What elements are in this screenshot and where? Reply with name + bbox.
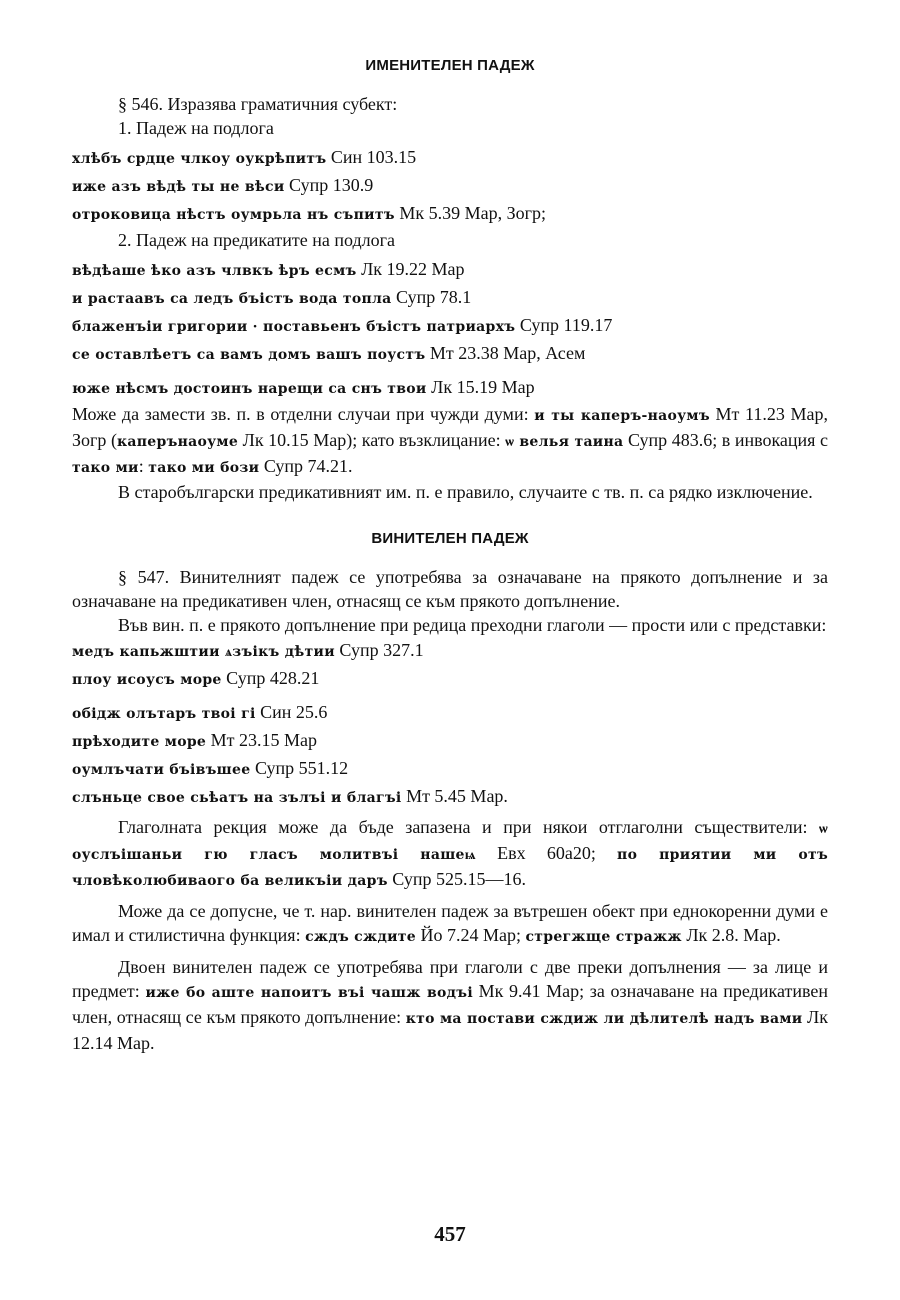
text-run: : <box>138 456 149 476</box>
old-church-slavonic-text: по приятии ми отъ чловѣколюбиваого ба великъіи даръ <box>72 847 829 889</box>
paragraph-predicative-rule: В старобългарски предикативният им. п. е правило, случаите с тв. п. са рядко изключение. <box>118 482 813 502</box>
paragraph-internal-object <box>72 899 828 949</box>
source-reference: Мк 5.39 Мар, Зогр; <box>394 203 546 223</box>
text-run: Мт 11.23 Мар, Зогр ( <box>72 404 829 450</box>
source-reference: Син 103.15 <box>326 147 417 167</box>
old-church-slavonic-text: обідж олътаръ твоі гі <box>72 706 256 722</box>
text-run: Двоен винителен падеж се употребява при глаголи с две преки допълнения — за лице и предмет: <box>72 957 828 1001</box>
example-list-subject <box>72 144 828 228</box>
example-line <box>72 340 828 368</box>
text-run: Мк 9.41 Мар; за означаване на предикативен член, отнасящ се към прякото допълнение: <box>72 981 828 1027</box>
example-line <box>72 637 828 665</box>
old-church-slavonic-text: прѣходите море <box>72 734 207 750</box>
example-list-predicate <box>72 256 828 402</box>
source-reference: Мт 23.15 Мар <box>206 730 318 750</box>
example-line <box>72 374 828 402</box>
page-number: 457 <box>434 1222 466 1246</box>
section-heading-nominative: ИМЕНИТЕЛЕН ПАДЕЖ <box>365 57 535 74</box>
text-run: Глаголната рекция може да бъде запазена и при някои отглаголни съществители: <box>118 817 820 837</box>
old-church-slavonic-text: медъ капьжштии ѧзъікъ дѣтии <box>72 644 335 660</box>
old-church-slavonic-text: и растаавъ са ледъ бъістъ вода топла <box>72 291 392 307</box>
text-run: Супр 74.21. <box>259 456 353 476</box>
paragraph-vocative-replacement <box>72 402 828 480</box>
old-church-slavonic-text: блаженъіи григории · поставьенъ бъістъ патриархъ <box>72 319 516 335</box>
source-reference: Супр 119.17 <box>515 315 613 335</box>
old-church-slavonic-text: каперънаоуме <box>116 434 239 450</box>
source-reference: Мт 5.45 Мар. <box>401 786 508 806</box>
old-church-slavonic-text: и ты каперъ-наоумъ <box>534 408 710 424</box>
text-run: Йо 7.24 Мар; <box>415 925 526 945</box>
example-line <box>72 755 828 783</box>
source-reference: Супр 428.21 <box>221 668 320 688</box>
example-line <box>72 144 828 172</box>
old-church-slavonic-text: се оставлѣетъ са вамъ домъ вашъ поустъ <box>72 347 426 363</box>
text-run: Може да се допусне, че т. нар. винителен падеж за вътрешен обект при еднокоренни думи е имал и стилистична функция: <box>72 901 828 945</box>
old-church-slavonic-text: кто ма постави сждиж ли дѣлителѣ надъ вами <box>405 1011 803 1027</box>
old-church-slavonic-text: слъньце свое сьѣатъ на зълъі и благъі <box>72 790 402 806</box>
text-run: Може да замести зв. п. в отделни случаи при чужди думи: <box>72 404 535 424</box>
paragraph-verbal-rection <box>72 815 828 893</box>
old-church-slavonic-text: ѡ велья таина <box>505 434 624 450</box>
old-church-slavonic-text: оумлъчати бъівъшее <box>72 762 251 778</box>
old-church-slavonic-text: юже нѣсмъ достоинъ нарещи са снъ твои <box>72 381 427 397</box>
text-run: Супр 483.6; в инвокация с <box>623 430 829 450</box>
old-church-slavonic-text: отроковица нѣстъ оумрьла нъ съпитъ <box>72 207 395 223</box>
example-line <box>72 200 828 228</box>
paragraph-transitive-verbs: Във вин. п. е прякото допълнение при редица преходни глаголи — прости или с представки: <box>118 615 827 635</box>
example-line <box>72 783 828 811</box>
source-reference: Син 25.6 <box>255 702 328 722</box>
example-line <box>72 665 828 693</box>
old-church-slavonic-text: иже бо аште напоитъ въі чашж водъі <box>145 985 473 1001</box>
example-line <box>72 727 828 755</box>
text-run: Лк 12.14 Мар. <box>72 1007 828 1053</box>
example-line <box>72 284 828 312</box>
text-run: Лк 2.8. Мар. <box>681 925 781 945</box>
source-reference: Мт 23.38 Мар, Асем <box>425 343 586 363</box>
paragraph-547-intro: § 547. Винителният падеж се употребява за означаване на прякото допълнение и за означаване на предикативен член, отнасящ се към прякото допълнение. <box>72 567 828 611</box>
source-reference: Лк 15.19 Мар <box>426 377 535 397</box>
source-reference: Супр 551.12 <box>250 758 349 778</box>
old-church-slavonic-text: тако ми <box>72 460 139 476</box>
subheading-predicate-case: 2. Падеж на предикатите на подлога <box>118 230 395 250</box>
old-church-slavonic-text: ѡ оуслъішаньи гю гласъ молитвъі нашеѩ <box>72 821 828 863</box>
paragraph-double-accusative <box>72 955 828 1055</box>
example-line <box>72 256 828 284</box>
old-church-slavonic-text: тако ми бози <box>148 460 260 476</box>
source-reference: Лк 19.22 Мар <box>356 259 465 279</box>
subheading-subject-case: 1. Падеж на подлога <box>118 118 274 138</box>
example-line <box>72 699 828 727</box>
paragraph-546-intro: § 546. Изразява граматичния субект: <box>118 94 398 114</box>
source-reference: Супр 327.1 <box>334 640 424 660</box>
old-church-slavonic-text: стрегжще стражж <box>525 929 682 945</box>
source-reference: Супр 130.9 <box>284 175 374 195</box>
text-run: Супр 525.15—16. <box>387 869 526 889</box>
example-list-accusative <box>72 637 828 811</box>
text-run: Евх 60а20; <box>475 843 618 863</box>
section-heading-accusative: ВИНИТЕЛЕН ПАДЕЖ <box>371 530 529 547</box>
example-line <box>72 172 828 200</box>
example-line <box>72 312 828 340</box>
old-church-slavonic-text: плоу исоусъ море <box>72 672 222 688</box>
source-reference: Супр 78.1 <box>391 287 472 307</box>
old-church-slavonic-text: сждъ сждите <box>305 929 416 945</box>
old-church-slavonic-text: иже азъ вѣдѣ ты не вѣси <box>72 179 285 195</box>
old-church-slavonic-text: хлѣбъ срдце члкоу оукрѣпитъ <box>72 151 327 167</box>
text-run: Лк 10.15 Мар); като възклицание: <box>238 430 506 450</box>
old-church-slavonic-text: вѣдѣаше ѣко азъ члвкъ ѣръ есмъ <box>72 263 357 279</box>
